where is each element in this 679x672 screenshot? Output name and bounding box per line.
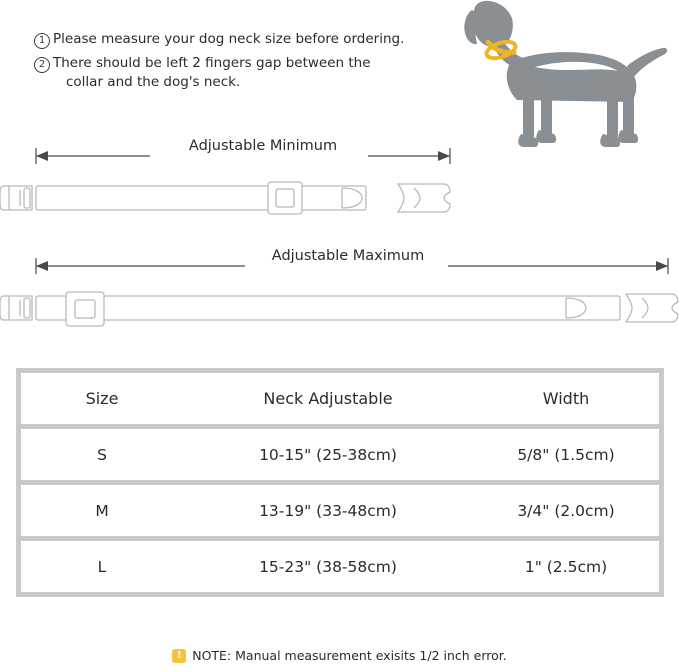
warning-icon: ! <box>172 649 186 663</box>
collar-maximum-diagram <box>0 248 679 344</box>
table-row <box>21 429 659 480</box>
instruction-number: 1 <box>34 33 50 49</box>
instruction-text-continued: collar and the dog's neck. <box>66 74 241 90</box>
cell-width: 1" (2.5cm) <box>524 557 608 576</box>
instruction-number: 2 <box>34 57 50 73</box>
cell-size: S <box>97 445 107 464</box>
table-row <box>21 541 659 592</box>
cell-size: M <box>95 501 109 520</box>
instruction-text: There should be left 2 fingers gap between the <box>53 55 371 71</box>
cell-width: 3/4" (2.0cm) <box>517 501 615 520</box>
table-row <box>21 485 659 536</box>
instruction-text: Please measure your dog neck size before ordering. <box>53 31 405 47</box>
instruction-item <box>34 54 464 92</box>
header-neck-adjustable: Neck Adjustable <box>263 389 393 408</box>
instruction-item <box>34 30 464 49</box>
size-table <box>16 368 664 597</box>
header-width: Width <box>542 389 590 408</box>
adjustable-maximum-label: Adjustable Maximum <box>225 248 471 264</box>
dog-illustration <box>441 0 671 150</box>
cell-width: 5/8" (1.5cm) <box>517 445 615 464</box>
instruction-text-wrap <box>53 54 371 92</box>
table-header-row <box>21 373 659 424</box>
instructions-block <box>34 30 464 97</box>
adjustable-minimum-label: Adjustable Minimum <box>130 138 396 154</box>
dog-figure-svg <box>441 0 671 150</box>
cell-size: L <box>97 557 107 576</box>
note-text: NOTE: Manual measurement exisits 1/2 inch error. <box>192 648 507 663</box>
collar-minimum-diagram <box>0 138 679 234</box>
header-size: Size <box>85 389 119 408</box>
cell-neck: 15-23" (38-58cm) <box>259 557 397 576</box>
cell-neck: 10-15" (25-38cm) <box>259 445 397 464</box>
note-row <box>0 648 679 663</box>
cell-neck: 13-19" (33-48cm) <box>259 501 397 520</box>
